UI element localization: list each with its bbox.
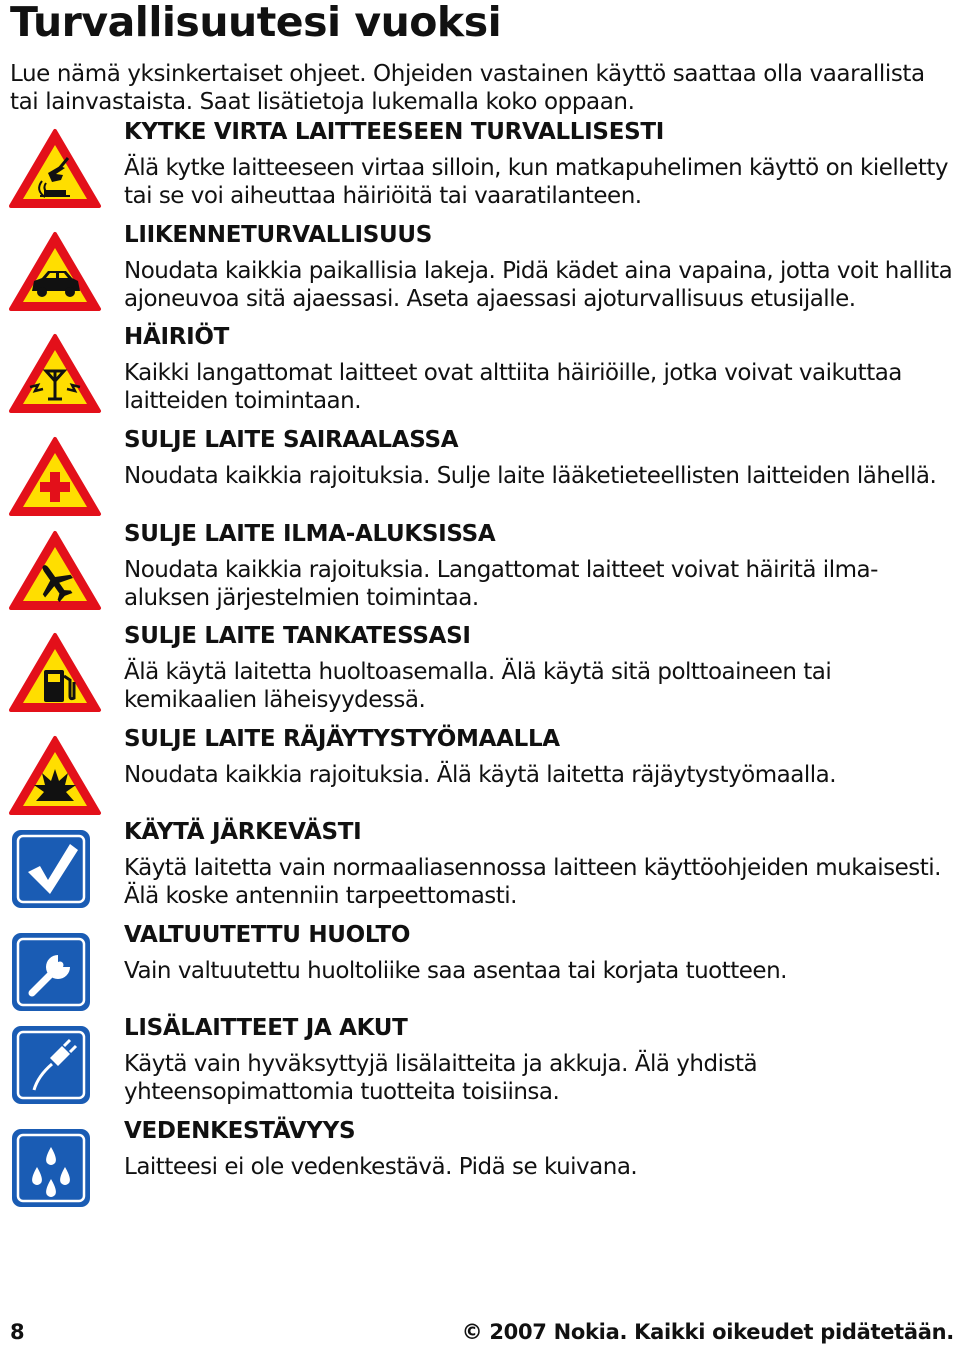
section-heading: KYTKE VIRTA LAITTEESEEN TURVALLISESTI <box>124 119 665 145</box>
switch-on-hand-warning-icon <box>8 128 102 210</box>
section-body: Noudata kaikkia paikallisia lakeja. Pidä kädet aina vapaina, jotta voit hallita ajoneuvoa sitä ajaessasi. Aseta ajaessasi ajoturvallisuus etusijalle. <box>124 258 953 312</box>
section-body: Älä käytä laitetta huoltoasemalla. Älä käytä sitä polttoaineen tai kemikaalien läheisyydessä. <box>124 659 832 713</box>
section-heading: SULJE LAITE ILMA-ALUKSISSA <box>124 521 496 547</box>
section-body: Käytä vain hyväksyttyjä lisälaitteita ja akkuja. Älä yhdistä yhteensopimattomia tuotteita toisiinsa. <box>124 1051 758 1105</box>
hospital-cross-warning-icon <box>8 436 102 518</box>
section-body: Vain valtuutettu huoltoliike saa asentaa tai korjata tuotteen. <box>124 958 787 984</box>
car-warning-icon <box>8 231 102 313</box>
water-drops-icon <box>8 1127 102 1209</box>
section-body: Noudata kaikkia rajoituksia. Langattomat laitteet voivat häiritä ilma-aluksen järjestelmien toimintaa. <box>124 557 878 611</box>
charger-plug-icon <box>8 1024 102 1106</box>
airplane-warning-icon <box>8 530 102 612</box>
page-number: 8 <box>10 1320 25 1344</box>
section-body: Noudata kaikkia rajoituksia. Älä käytä laitetta räjäytystyömaalla. <box>124 762 837 788</box>
antenna-interference-warning-icon <box>8 333 102 415</box>
section-heading: VALTUUTETTU HUOLTO <box>124 922 411 948</box>
wrench-icon <box>8 931 102 1013</box>
section-heading: SULJE LAITE RÄJÄYTYSTYÖMAALLA <box>124 726 560 752</box>
intro-text: Lue nämä yksinkertaiset ohjeet. Ohjeiden vastainen käyttö saattaa olla vaarallista tai lainvastaista. Saat lisätietoja lukemalla koko oppaan. <box>10 61 925 115</box>
fuel-pump-warning-icon <box>8 632 102 714</box>
section-body: Älä kytke laitteeseen virtaa silloin, kun matkapuhelimen käyttö on kielletty tai se voi aiheuttaa häiriöitä tai vaaratilanteen. <box>124 155 948 209</box>
explosion-warning-icon <box>8 735 102 817</box>
section-heading: KÄYTÄ JÄRKEVÄSTI <box>124 819 362 845</box>
checkmark-icon <box>8 828 102 910</box>
section-heading: LISÄLAITTEET JA AKUT <box>124 1015 408 1041</box>
page-title: Turvallisuutesi vuoksi <box>10 0 502 46</box>
section-body: Kaikki langattomat laitteet ovat alttiita häiriöille, jotka voivat vaikuttaa laitteiden toimintaan. <box>124 360 902 414</box>
section-heading: VEDENKESTÄVYYS <box>124 1118 356 1144</box>
section-heading: SULJE LAITE SAIRAALASSA <box>124 427 459 453</box>
copyright-notice: © 2007 Nokia. Kaikki oikeudet pidätetään. <box>461 1320 954 1344</box>
section-body: Noudata kaikkia rajoituksia. Sulje laite lääketieteellisten laitteiden lähellä. <box>124 463 937 489</box>
section-body: Laitteesi ei ole vedenkestävä. Pidä se kuivana. <box>124 1154 638 1180</box>
section-body: Käytä laitetta vain normaaliasennossa laitteen käyttöohjeiden mukaisesti. Älä koske antenniin tarpeettomasti. <box>124 855 941 909</box>
section-heading: LIIKENNETURVALLISUUS <box>124 222 432 248</box>
section-heading: HÄIRIÖT <box>124 324 230 350</box>
section-heading: SULJE LAITE TANKATESSASI <box>124 623 471 649</box>
